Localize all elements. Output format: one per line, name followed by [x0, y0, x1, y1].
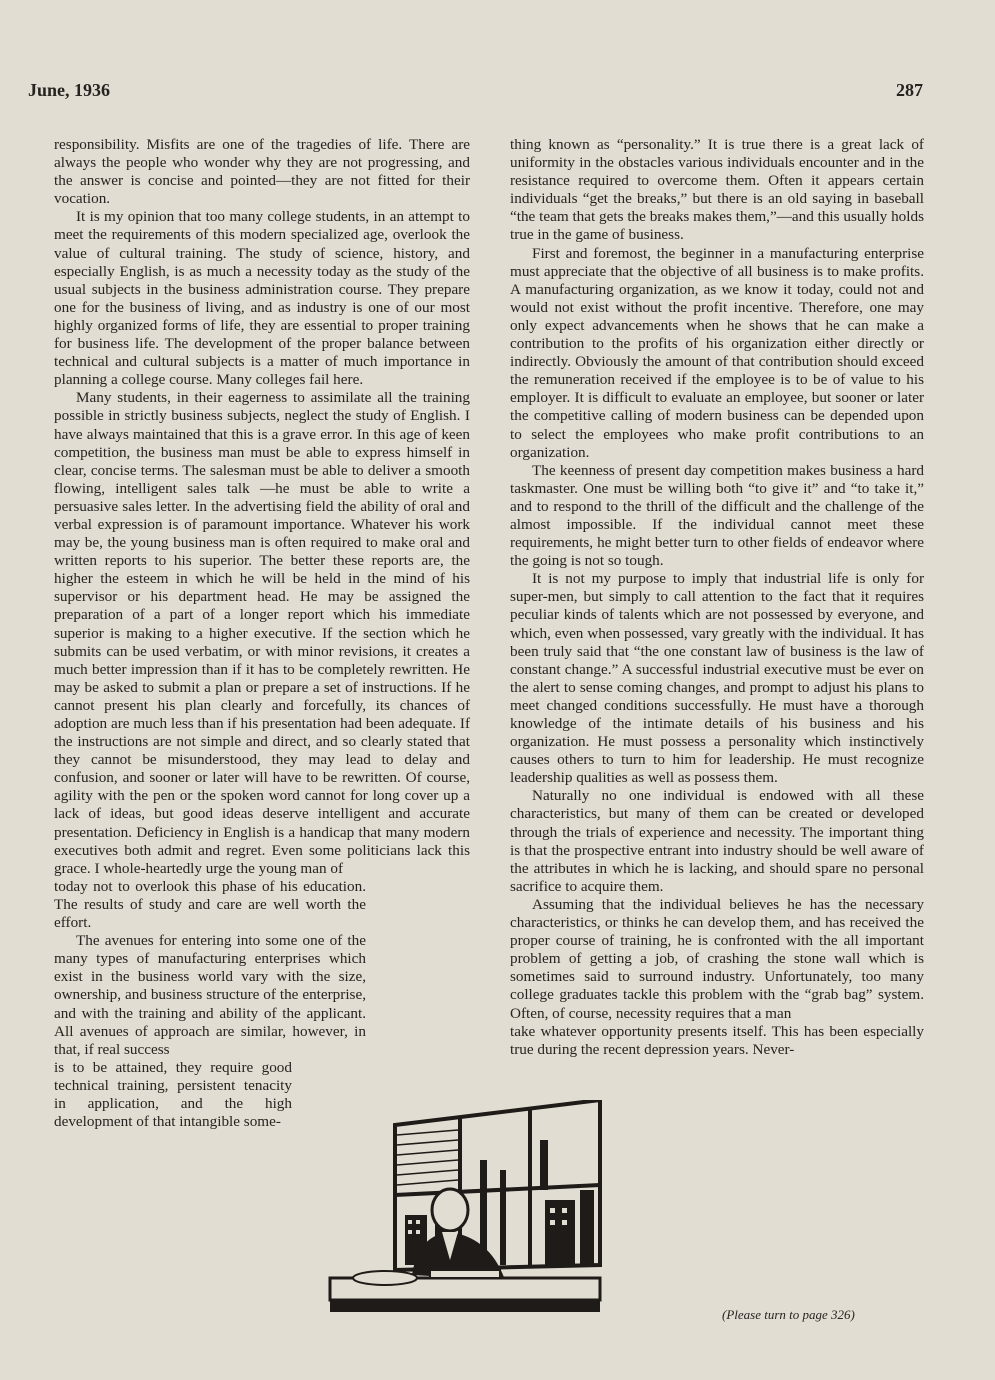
- paragraph: Many students, in their eagerness to assimilate all the training possible in strictly business subjects, neglect the study of English. I have always maintained that this is a grave error. In this age of keen competition, the business man must be able to express himself in clear, concise terms. The salesman must be able to deliver a smooth flowing, intelligent sales talk —he must be able to write a persuasive sales letter. In the advertising field the ability of oral and verbal expression is of paramount importance. Whatever his work may be, the young business man is often required to make oral and written reports to his superior. The better these reports are, the higher the esteem in which he will be held in the mind of his supervisor or his department head. He may be assigned the preparation of a part of a longer report which his immediate superior is making to a higher executive. If the section which he submits can be used verbatim, or with minor revisions, it creates a much better impression than if it has to be completely rewritten. He may be asked to submit a plan or prepare a set of instructions. If he cannot present his plan clearly and forcefully, its chances of adoption are much less than if his presentation had been adequate. If the instructions are not simple and direct, and so clearly stated that they cannot be misunderstood, they may lead to delay and confusion, and sooner or later will have to be rewritten. Of course, agility with the pen or the spoken word cannot for long cover up a lack of ideas, but good ideas deserve intelligent and accurate presentation. Deficiency in English is a handicap that many modern executives both admit and regret. Even some politicians lack this grace. I whole-heartedly urge the young man of: [54, 389, 470, 877]
- paragraph: take whatever opportunity presents itself. This has been especially true during the recent depression years. Never-: [510, 1022, 924, 1058]
- paragraph: responsibility. Misfits are one of the tragedies of life. There are always the people who wonder why they are not progressing, and the answer is concise and pointed—they are not fitted for their vocation.: [54, 136, 470, 208]
- left-column: [54, 136, 470, 1131]
- page-number: 287: [896, 80, 923, 100]
- issue-date: June, 1936: [28, 80, 111, 100]
- paragraph: It is my opinion that too many college students, in an attempt to meet the requirements of this modern specialized age, overlook the value of cultural training. The study of science, history, and especially English, is as much a necessity today as the study of the usual subjects in the business administration course. They prepare one for the business of living, and as industry is one of our most highly organized forms of life, they are essential to proper training for business life. The development of the proper balance between technical and cultural subjects is a matter of much importance in planning a college course. Many colleges fail here.: [54, 208, 470, 389]
- paragraph: The keenness of present day competition makes business a hard taskmaster. One must be willing both “to give it” and “to take it,” and to respond to the thrill of the difficult and the challenge of the almost impossible. If the individual cannot meet these requirements, he might better turn to other fields of endeavor where the going is not so tough.: [510, 461, 924, 570]
- paragraph: First and foremost, the beginner in a manufacturing enterprise must appreciate that the objective of all business is to make profits. A manufacturing organization, as we know it today, could not and would not exist without the profit incentive. Therefore, one may only expect advancements when he shows that he can make a contribution to the profits of his organization either directly or indirectly. Obviously the amount of that contribution should exceed the remuneration received if the employee is to be of value to his employer. It is difficult to evaluate an employee, but sooner or later the competitive calling of modern business can be depended upon to select the employees who make profit contributions to an organization.: [510, 244, 924, 461]
- executive-at-window-illustration: [300, 1100, 615, 1325]
- paragraph: Naturally no one individual is endowed with all these characteristics, but many of them can be created or developed through the trials of experience and necessity. The important thing is that the prospective entrant into industry should be well aware of the attributes in which he is lacking, and should spare no personal sacrifice to acquire them.: [510, 787, 924, 895]
- paragraph: Assuming that the individual believes he has the necessary characteristics, or thinks he can develop them, and has received the proper course of training, he is confronted with the all important problem of getting a job, of crashing the stone wall which is sometimes said to surround industry. Unfortunately, too many college graduates tackle this problem with the “grab bag” system. Often, of course, necessity requires that a man: [510, 895, 924, 1022]
- paragraph: thing known as “personality.” It is true there is a great lack of uniformity in the obstacles various individuals encounter and in the resistance required to overcome them. Often it appears certain individuals “get the breaks,” but there is an old saying in baseball “the team that gets the breaks makes them,”—and this usually holds true in the game of business.: [510, 136, 924, 244]
- paragraph: today not to overlook this phase of his education. The results of study and care are well worth the effort.: [54, 877, 366, 932]
- paragraph: It is not my purpose to imply that industrial life is only for super-men, but simply to call attention to the fact that it requires peculiar kinds of talents which are not possessed by everyone, and which, even when possessed, vary greatly with the individual. It has been truly said that “the one constant law of business is the law of constant change.” A successful industrial executive must be ever on the alert to sense coming changes, and prompt to adjust his plans to meet changed conditions successfully. He must have a thorough knowledge of the intimate details of his business and his organization. He must possess a personality which instinctively causes others to turn to him for leadership. He must recognize leadership qualities as well as possess them.: [510, 570, 924, 787]
- paragraph: The avenues for entering into some one of the many types of manufacturing enterprises which exist in the business world vary with the size, ownership, and business structure of the enterprise, and with the training and ability of the applicant. All avenues of approach are similar, however, in that, if real success: [54, 932, 366, 1058]
- paragraph: is to be attained, they require good technical training, persistent tenacity in application, and the high development of that intangible some-: [54, 1058, 292, 1131]
- right-column: [510, 136, 924, 1059]
- continuation-note: (Please turn to page 326): [722, 1307, 855, 1322]
